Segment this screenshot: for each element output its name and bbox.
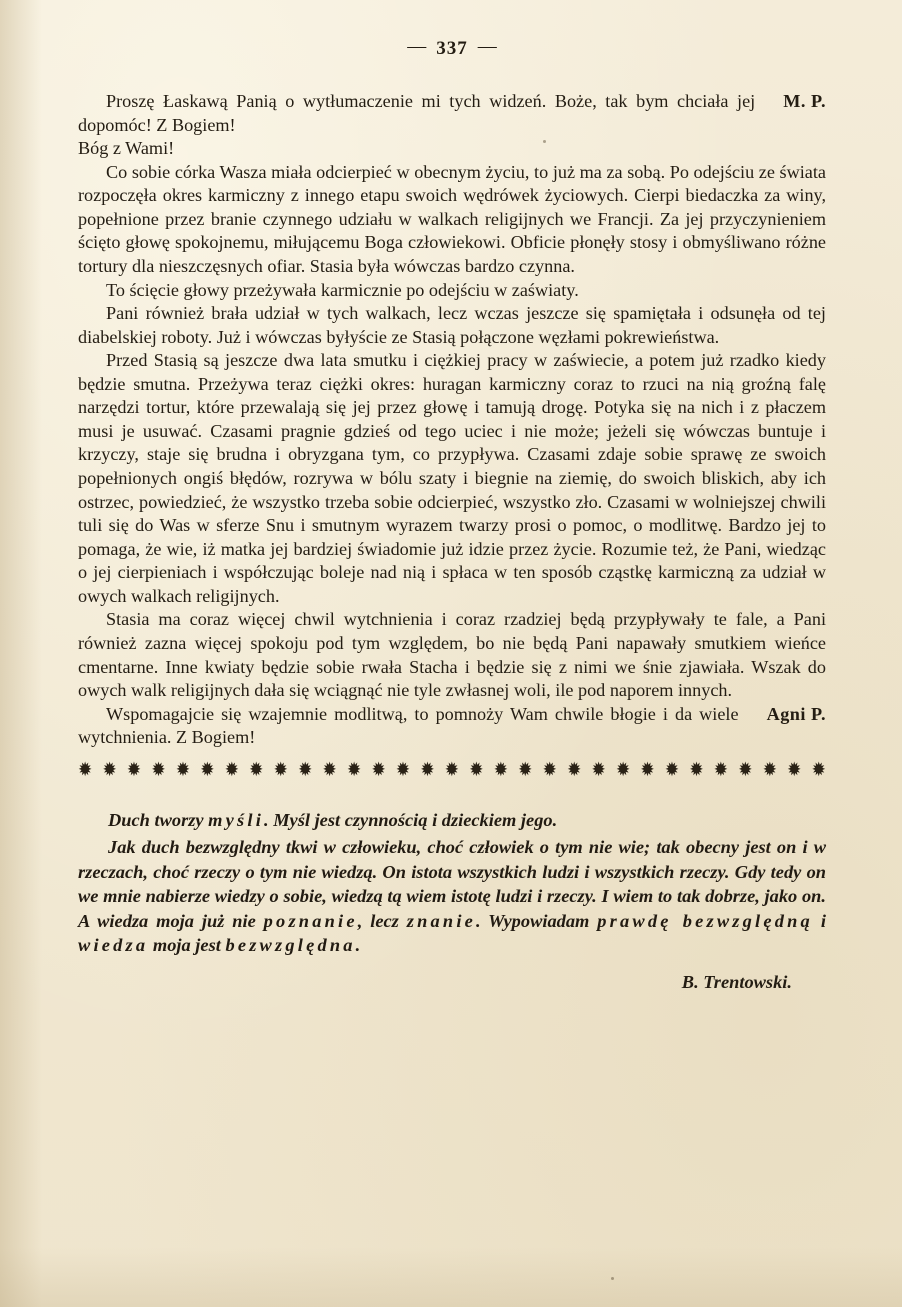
ornament-glyph: ✹: [371, 759, 386, 780]
quotation-body-a: Jak duch bezwzględny tkwi w człowieku, choć człowiek o tym nie wie; tak obecny jest on i w rzeczach, choć rzeczy o tym nie wiedzą. On istota wszystkich ludzi i wszystkich rzeczy. Gdy tedy on we mnie nabierze wiedzy o sobie, wiedzą tą wiem istotę ludzi i rzeczy. I wiem to tak dobrze, jako on. A wiedza moja już nie: [78, 837, 826, 931]
ornament-glyph: ✹: [298, 759, 313, 780]
ornament-glyph: ✹: [249, 759, 264, 780]
quotation-body-d: i: [812, 910, 826, 931]
ornament-glyph: ✹: [346, 759, 362, 780]
quotation-text-a: Duch tworzy: [108, 809, 209, 830]
paper-speck: [611, 1277, 614, 1280]
quotation-spaced-znanie: znanie: [406, 910, 477, 931]
page-number-dash-right: —: [477, 36, 497, 57]
quotation-body: [78, 835, 826, 957]
ornament-glyph: ✹: [542, 759, 557, 780]
letter-paragraph: Stasia ma coraz więcej chwil wytchnienia i coraz rzadziej będą przypływały te fale, a Pani również zazna więcej spokoju pod tym względem, bo nie będą Pani napawały smutkiem wieńce cmentarne. Inne kwiaty będzie sobie rwała Stacha i będzie się z nimi we śnie zjawiała. Wszak do owych walk religijnych dała się wciągnąć nie tyle zwłasnej woli, ile pod naporem innych.: [78, 609, 826, 701]
page-number-value: 337: [436, 38, 468, 59]
quotation-spaced-bezwzgledna: bezwzględna: [225, 935, 356, 956]
ornament-glyph: ✹: [420, 759, 435, 780]
ornament-glyph: ✹: [640, 759, 655, 780]
letter-opening-signature: M. P.: [783, 91, 826, 111]
letter-paragraph: Pani również brała udział w tych walkach, lecz wczas jeszcze się spamiętała i odsunęła od tej diabelskiej roboty. Już i wówczas byłyście ze Stasią połączone węzłami pokrewieństwa.: [78, 303, 826, 347]
quotation-spaced-wiedza: wiedza: [78, 935, 149, 956]
letter-closing-signature: Agni P.: [766, 703, 826, 724]
letter-body: [78, 90, 826, 750]
ornament-glyph: ✹: [78, 759, 93, 780]
quotation-body-c: . Wypowiadam: [476, 910, 598, 931]
quotation-attribution: B. Trentowski.: [681, 971, 792, 992]
ornament-glyph: ✹: [273, 759, 288, 780]
quotation-text-b: . Myśl jest czynnością i dzieckiem jego.: [264, 809, 558, 830]
ornament-glyph: ✹: [469, 759, 484, 780]
quotation-spaced-poznanie: poznanie: [263, 910, 358, 931]
quotation-body-b: , lecz: [357, 910, 407, 931]
ornament-glyph: ✹: [591, 759, 606, 780]
quotation-body-f: .: [355, 935, 361, 956]
ornament-glyph: ✹: [689, 759, 704, 780]
quotation-first-line: [78, 808, 826, 832]
ornament-glyph: ✹: [102, 759, 117, 780]
ornament-glyph: ✹: [713, 759, 729, 780]
ornament-glyph: ✹: [151, 759, 166, 780]
letter-opening-paragraph: [78, 90, 826, 137]
page-number: [78, 0, 826, 60]
ornament-glyph: ✹: [664, 759, 680, 780]
ornament-glyph: ✹: [224, 759, 239, 780]
ornamental-divider: [78, 760, 826, 780]
ornament-glyph: ✹: [444, 759, 460, 780]
ornament-glyph: ✹: [811, 759, 826, 780]
ornament-glyph: ✹: [567, 759, 582, 780]
quotation-spaced-mysli: myśli: [208, 809, 264, 830]
letter-paragraph: Przed Stasią są jeszcze dwa lata smutku i ciężkiej pracy w zaświecie, a potem już rzadko kiedy będzie smutna. Przeżywa teraz ciężki okres: huragan karmiczny coraz to rzuci na nią groźną falę narzędzi tortur, które przewalają się jej przez głowę i tamują drogę. Potyka się na nich i z płaczem musi je usuwać. Czasami pragnie gdzieś od tego uciec i nie może; jeżeli się wówczas buntuje i krzyczy, staje się brudna i obryzgana tym, co przypływa. Czasami zdaje sobie sprawę ze swoich popełnionych ongiś błędów, rozrywa w bólu szaty i biegnie na ziemię, do swoich bliskich, aby ich ostrzec, powiedzieć, że wszystko trzeba sobie odcierpieć, wszystko zło. Czasami w wolniejszej chwili tuli się do Was w sferze Snu i smutnym wyrazem twarzy prosi o pomoc, o modlitwę. Bardzo jej to pomaga, że wie, iż matka jej bardziej świadomie już idzie przez życie. Rozumie też, że Pani, wiedząc o jej cierpieniach i współczując boleje nad nią i spłaca w ten sposób cząstkę karmiczną za udział w owych walkach religijnych.: [78, 350, 826, 606]
letter-closing-text: Wspomagajcie się wzajemnie modlitwą, to pomnoży Wam chwile błogie i da wiele wytchnienia. Z Bogiem!: [78, 703, 739, 748]
letter-salutation: Bóg z Wami!: [78, 138, 175, 159]
ornament-glyph: ✹: [493, 759, 508, 780]
letter-paragraph: To ścięcie głowy przeżywała karmicznie po odejściu w zaświaty.: [106, 279, 579, 300]
letter-closing-paragraph: [78, 703, 826, 750]
ornament-glyph: ✹: [200, 759, 215, 780]
ornament-glyph: ✹: [175, 759, 191, 780]
ornament-glyph: ✹: [126, 759, 142, 780]
ornament-glyph: ✹: [738, 759, 753, 780]
page-number-dash-left: —: [407, 36, 427, 57]
quotation-block: [78, 808, 826, 958]
ornament-glyph: ✹: [615, 759, 631, 780]
ornament-glyph: ✹: [395, 759, 411, 780]
letter-paragraph: Co sobie córka Wasza miała odcierpieć w obecnym życiu, to już ma za sobą. Po odejściu ze świata rozpoczęła okres karmiczny z innego etapu swoich wędrówek życiowych. Cierpi biedaczka za winy, popełnione przez branie czynnego udziału w walkach religijnych we Francji. Za jej przyczynieniem ścięto głowę spokojnemu, miłującemu Boga człowiekowi. Obficie płonęły stosy i obmyśliwano różne tortury dla nieszczęsnych ofiar. Stasia była wówczas bardzo czynna.: [78, 161, 826, 276]
quotation-body-e: moja jest: [148, 935, 226, 956]
ornament-glyph: ✹: [787, 759, 802, 780]
ornament-glyph: ✹: [762, 759, 777, 780]
ornament-glyph: ✹: [322, 759, 337, 780]
quotation-spaced-prawde: prawdę bezwzględną: [597, 910, 813, 931]
page-content: [78, 0, 826, 993]
ornament-glyph: ✹: [518, 759, 533, 780]
page-bottom-shading: [0, 1247, 902, 1307]
letter-opening-text: Proszę Łaskawą Panią o wytłumaczenie mi tych widzeń. Boże, tak bym chciała jej dopomóc! Z Bogiem!: [78, 91, 756, 135]
page-left-shading: [0, 0, 42, 1307]
